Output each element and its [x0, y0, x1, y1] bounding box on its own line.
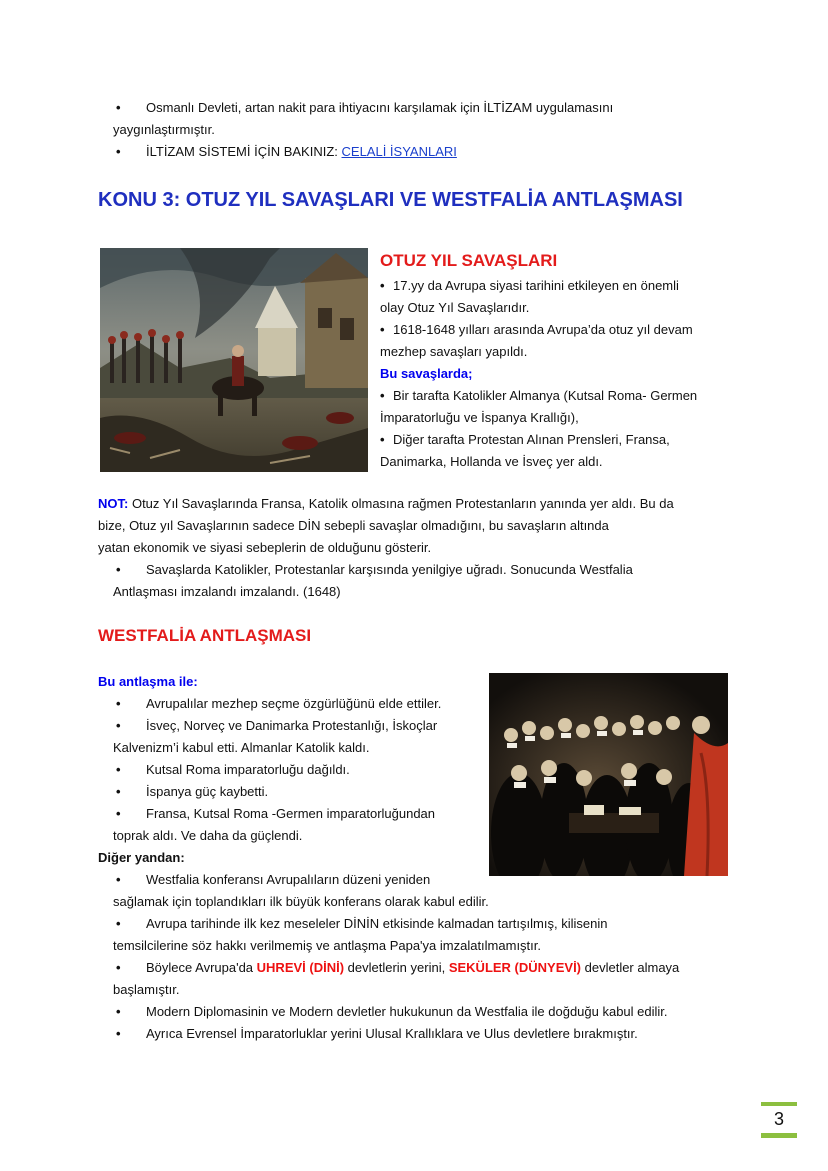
diger-text: Westfalia konferansı Avrupalıların düzeni yeniden	[146, 872, 431, 887]
list-item	[98, 759, 483, 781]
note-text: Otuz Yıl Savaşlarında Fransa, Katolik olmasına rağmen Protestanların yanında yer aldı. Bu da	[128, 496, 674, 511]
bullet: •	[116, 1004, 121, 1019]
list-item	[98, 693, 483, 715]
treaty-image	[489, 673, 728, 876]
list-item	[380, 275, 740, 297]
iltizam-text: İLTİZAM SİSTEMİ İÇİN BAKINIZ:	[146, 144, 342, 159]
diger-list	[98, 869, 748, 1045]
bullet: •	[116, 718, 121, 733]
page-title: KONU 3: OTUZ YIL SAVAŞLARI VE WESTFALİA ANTLAŞMASI	[98, 189, 683, 211]
intro-text-cont: yaygınlaştırmıştır.	[113, 122, 215, 137]
list-item	[380, 429, 740, 451]
list-item	[98, 97, 738, 119]
list-item	[380, 319, 740, 341]
bullet: •	[116, 762, 121, 777]
sekuler-highlight: SEKÜLER (DÜNYEVİ)	[448, 960, 582, 975]
otuz-text-cont: olay Otuz Yıl Savaşlarıdır.	[380, 300, 530, 315]
list-item	[98, 957, 748, 979]
westfalia-text: Fransa, Kutsal Roma -Germen imparatorluğundan	[146, 806, 436, 821]
diger-text-cont: temsilcilerine söz hakkı verilmemiş ve antlaşma Papa'ya imzalatılmamıştır.	[113, 938, 542, 953]
page-number: 3	[773, 1109, 784, 1129]
otuz-text-cont: Danimarka, Hollanda ve İsveç yer aldı.	[380, 454, 603, 469]
bullet: •	[116, 872, 121, 887]
bullet: •	[380, 388, 385, 403]
list-item	[98, 803, 483, 825]
celali-link[interactable]: CELALİ İSYANLARI	[341, 144, 457, 159]
otuz-text: 17.yy da Avrupa siyasi tarihini etkileyen en önemli	[393, 278, 679, 293]
diger-text-cont: sağlamak için toplandıkları ilk büyük konferans olarak kabul edilir.	[113, 894, 489, 909]
bullet: •	[380, 278, 385, 293]
intro-text: Osmanlı Devleti, artan nakit para ihtiyacını karşılamak için İLTİZAM uygulamasını	[146, 100, 614, 115]
page-number-rule-bottom	[761, 1133, 797, 1138]
bullet: •	[116, 806, 121, 821]
diger-text: Böylece Avrupa'da	[146, 960, 257, 975]
diger-text: Avrupa tarihinde ilk kez meseleler DİNİN etkisinde kalmadan tartışılmış, kilisenin	[146, 916, 608, 931]
otuz-text-cont: İmparatorluğu ve İspanya Krallığı),	[380, 410, 579, 425]
westfalia-text: İsveç, Norveç ve Danimarka Protestanlığı, İskoçlar	[146, 718, 438, 733]
diger-text: devletler almaya	[581, 960, 680, 975]
bullet: •	[116, 144, 121, 159]
list-item	[98, 141, 738, 163]
bullet: •	[116, 784, 121, 799]
defeat-text-cont: Antlaşması imzalandı imzalandı. (1648)	[113, 584, 341, 599]
list-item	[98, 869, 748, 891]
thirty-years-war-painting	[100, 248, 368, 472]
westfalia-text-cont: toprak aldı. Ve daha da güçlendi.	[113, 828, 303, 843]
list-item	[98, 1023, 748, 1045]
bullet: •	[116, 960, 121, 975]
battle-image	[100, 248, 368, 472]
bullet: •	[116, 916, 121, 931]
westfalia-text: Kutsal Roma imparatorluğu dağıldı.	[146, 762, 350, 777]
diger-yandan-label: Diğer yandan:	[98, 850, 185, 865]
list-item	[98, 715, 483, 737]
defeat-text: Savaşlarda Katolikler, Protestanlar karşısında yenilgiye uğradı. Sonucunda Westfalia	[146, 562, 633, 577]
westfalia-text-cont: Kalvenizm’i kabul etti. Almanlar Katolik kaldı.	[113, 740, 370, 755]
diger-text: Ayrıca Evrensel İmparatorluklar yerini Ulusal Krallıklara ve Ulus devletlere bırakmıştır.	[146, 1026, 638, 1041]
bu-savaslarda-label: Bu savaşlarda;	[380, 366, 473, 381]
westfalia-text: Avrupalılar mezhep seçme özgürlüğünü elde ettiler.	[146, 696, 442, 711]
westfalia-list	[98, 671, 483, 869]
note-text: bize, Otuz yıl Savaşlarının sadece DİN sebepli savaşlar olmadığını, bu savaşların altında	[98, 518, 609, 533]
diger-text: Modern Diplomasinin ve Modern devletler hukukunun da Westfalia ile doğduğu kabul edilir.	[146, 1004, 668, 1019]
otuz-text-cont: mezhep savaşları yapıldı.	[380, 344, 528, 359]
westfalia-heading: WESTFALİA ANTLAŞMASI	[98, 626, 312, 645]
otuz-yil-section	[380, 249, 740, 473]
otuz-text: Diğer tarafta Protestan Alınan Prensleri, Fransa,	[393, 432, 670, 447]
bullet: •	[116, 100, 121, 115]
bullet: •	[380, 432, 385, 447]
bullet: •	[116, 1026, 121, 1041]
list-item	[98, 913, 748, 935]
bullet: •	[380, 322, 385, 337]
otuz-yil-heading: OTUZ YIL SAVAŞLARI	[380, 251, 558, 270]
list-item	[98, 559, 738, 581]
note-paragraph	[98, 493, 738, 603]
uhrevi-highlight: UHREVİ (DİNİ)	[256, 960, 345, 975]
note-text: yatan ekonomik ve siyasi sebeplerin de olduğunu gösterir.	[98, 540, 432, 555]
intro-bullets	[98, 97, 738, 163]
list-item	[380, 385, 740, 407]
note-label: NOT:	[98, 496, 129, 511]
bullet: •	[116, 562, 121, 577]
westfalia-treaty-painting	[489, 673, 728, 876]
diger-text: devletlerin yerini,	[344, 960, 449, 975]
list-item	[98, 1001, 748, 1023]
otuz-text: 1618-1648 yılları arasında Avrupa’da otuz yıl devam	[393, 322, 693, 337]
list-item	[98, 781, 483, 803]
westfalia-text: İspanya güç kaybetti.	[146, 784, 269, 799]
otuz-text: Bir tarafta Katolikler Almanya (Kutsal Roma- Germen	[393, 388, 698, 403]
bullet: •	[116, 696, 121, 711]
diger-text-cont: başlamıştır.	[113, 982, 180, 997]
bu-antlasma-label: Bu antlaşma ile:	[98, 674, 198, 689]
